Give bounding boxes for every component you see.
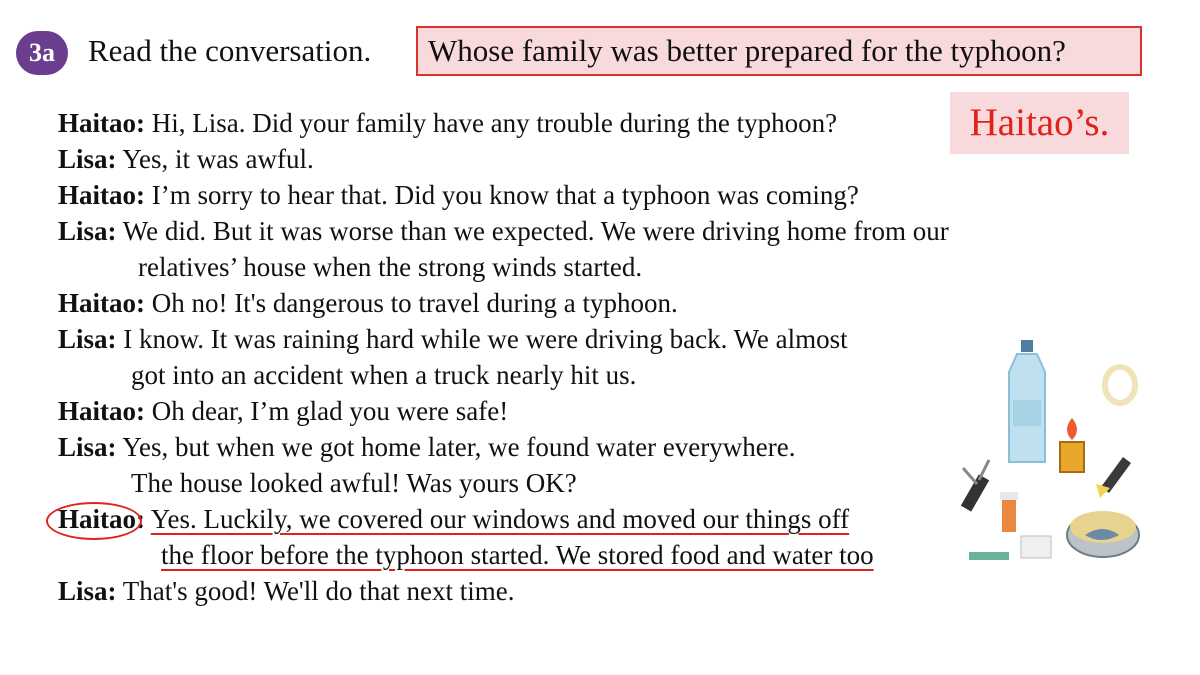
speaker-name: Lisa: — [58, 432, 117, 462]
dialogue-text: Oh dear, I’m glad you were safe! — [145, 396, 509, 426]
flashlight-icon — [1096, 460, 1127, 498]
dialogue-line-7 — [58, 395, 508, 427]
dialogue-line-8 — [58, 431, 795, 463]
speaker-circle-mark — [46, 502, 142, 540]
dialogue-continuation: relatives’ house when the strong winds started. — [138, 252, 643, 282]
speaker-name: Haitao: — [58, 288, 145, 318]
packet-icon — [1021, 536, 1051, 558]
dialogue-continuation: got into an accident when a truck nearly hit us. — [131, 360, 637, 390]
dialogue-text: Yes, it was awful. — [116, 144, 314, 174]
speaker-name: Lisa: — [58, 216, 117, 246]
instruction-text: Read the conversation. — [88, 33, 372, 68]
dialogue-line-10 — [58, 575, 515, 607]
rope-icon — [1105, 367, 1135, 403]
speaker-name: Lisa: — [58, 324, 117, 354]
dialogue-line-1 — [58, 107, 837, 139]
dialogue-text: I know. It was raining hard while we were driving back. We almost — [116, 324, 848, 354]
dialogue-line-2 — [58, 143, 314, 175]
dialogue-line-6 — [58, 323, 848, 355]
dialogue-text: Yes, but when we got home later, we found water everywhere. — [116, 432, 796, 462]
question-box: Whose family was better prepared for the typhoon? — [416, 26, 1142, 76]
dialogue-line-3 — [58, 179, 859, 211]
dialogue-text: Oh no! It's dangerous to travel during a typhoon. — [145, 288, 678, 318]
speaker-name: Lisa: — [58, 576, 117, 606]
speaker-name: Haitao: — [58, 108, 145, 138]
box-icon — [969, 552, 1009, 560]
dialogue-text: Hi, Lisa. Did your family have any trouble during the typhoon? — [145, 108, 838, 138]
lighter-icon — [1060, 418, 1084, 472]
dialogue-text: That's good! We'll do that next time. — [116, 576, 515, 606]
section-badge: 3a — [16, 31, 68, 75]
canned-fish-icon — [1067, 511, 1139, 557]
emergency-supplies-illustration — [955, 330, 1155, 575]
dialogue-text: I’m sorry to hear that. Did you know that a typhoon was coming? — [145, 180, 859, 210]
dialogue-continuation: The house looked awful! Was yours OK? — [131, 468, 577, 498]
answer-box: Haitao’s. — [950, 92, 1129, 154]
dialogue-text: We did. But it was worse than we expected. We were driving home from our — [116, 216, 949, 246]
medicine-bottle-icon — [1000, 492, 1018, 532]
underlined-answer-text: the floor before the typhoon started. We stored food and water too — [161, 540, 874, 570]
dialogue-line-9 — [58, 503, 849, 535]
underlined-answer-text: Yes. Luckily, we covered our windows and moved our things off — [150, 504, 850, 534]
dialogue-line-4 — [58, 215, 949, 247]
pocket-knife-icon — [961, 460, 989, 512]
water-bottle-icon — [1009, 340, 1045, 462]
speaker-name: Haitao: — [58, 504, 145, 534]
speaker-name: Lisa: — [58, 144, 117, 174]
dialogue-line-5 — [58, 287, 678, 319]
speaker-name: Haitao: — [58, 180, 145, 210]
dialogue-continuation — [161, 539, 874, 571]
speaker-name: Haitao: — [58, 396, 145, 426]
